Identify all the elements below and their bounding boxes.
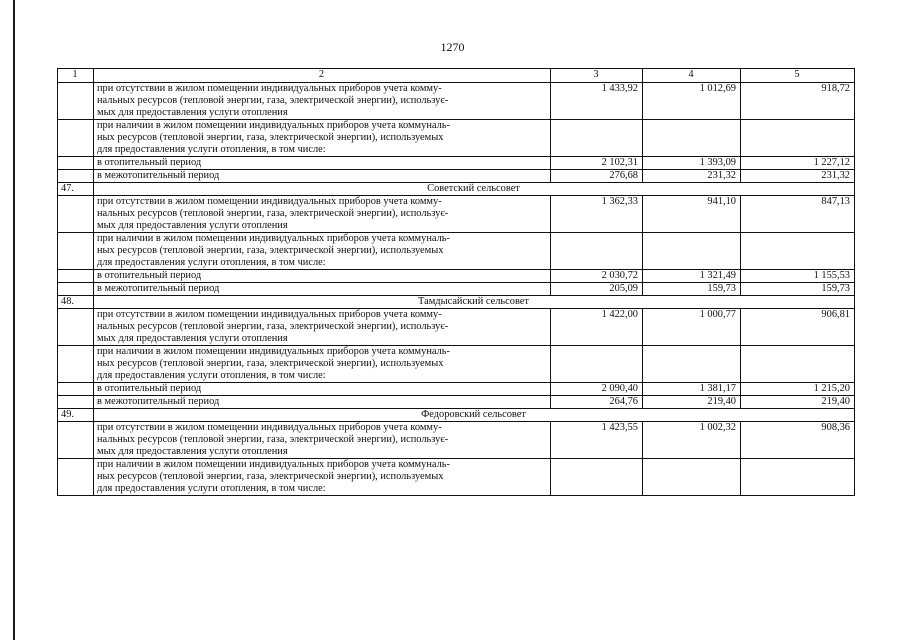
description-line: нальных ресурсов (тепловой энергии, газа, электрической энергии), использує- <box>97 434 449 445</box>
table-row <box>58 396 855 409</box>
value-col-5: 159,73 <box>741 283 855 296</box>
description-line: ных ресурсов (тепловой энергии, газа, электрической энергии), используемых <box>97 471 444 482</box>
value-col-5: 918,72 <box>741 83 855 120</box>
value-col-3 <box>551 120 643 157</box>
description-line: при отсутствии в жилом помещении индивидуальных приборов учета комму- <box>97 83 442 94</box>
page-edge-line <box>13 0 15 640</box>
header-col-3: 3 <box>551 69 643 83</box>
value-col-5: 1 155,53 <box>741 270 855 283</box>
section-row <box>58 183 855 196</box>
row-description <box>94 346 551 383</box>
table-row <box>58 196 855 233</box>
value-col-4: 219,40 <box>643 396 741 409</box>
description-line: при отсутствии в жилом помещении индивидуальных приборов учета комму- <box>97 196 442 207</box>
value-col-5 <box>741 233 855 270</box>
value-col-5 <box>741 346 855 383</box>
table-row <box>58 83 855 120</box>
row-number-cell <box>58 346 94 383</box>
header-col-5: 5 <box>741 69 855 83</box>
value-col-3: 1 433,92 <box>551 83 643 120</box>
description-line: мых для предоставления услуги отопления <box>97 220 288 231</box>
value-col-5: 231,32 <box>741 170 855 183</box>
table-row <box>58 120 855 157</box>
value-col-5: 906,81 <box>741 309 855 346</box>
row-description <box>94 170 551 183</box>
row-description <box>94 459 551 496</box>
description-line: в межотопительный период <box>97 396 220 407</box>
description-line: в межотопительный период <box>97 170 220 181</box>
value-col-5: 847,13 <box>741 196 855 233</box>
row-number-cell <box>58 422 94 459</box>
value-col-3 <box>551 459 643 496</box>
table-row <box>58 383 855 396</box>
row-description <box>94 309 551 346</box>
value-col-5: 1 215,20 <box>741 383 855 396</box>
row-description <box>94 157 551 170</box>
value-col-3: 1 422,00 <box>551 309 643 346</box>
description-line: в отопительный период <box>97 157 202 168</box>
value-col-4: 1 393,09 <box>643 157 741 170</box>
value-col-5: 1 227,12 <box>741 157 855 170</box>
row-number-cell <box>58 157 94 170</box>
row-number-cell <box>58 233 94 270</box>
value-col-3: 2 102,31 <box>551 157 643 170</box>
value-col-4 <box>643 120 741 157</box>
value-col-4: 941,10 <box>643 196 741 233</box>
value-col-4: 1 000,77 <box>643 309 741 346</box>
table-row <box>58 283 855 296</box>
row-number-cell <box>58 396 94 409</box>
section-number: 47. <box>58 183 94 196</box>
row-number-cell <box>58 383 94 396</box>
section-title: Советский сельсовет <box>94 183 855 196</box>
value-col-3: 2 030,72 <box>551 270 643 283</box>
description-line: для предоставления услуги отопления, в том числе: <box>97 144 326 155</box>
tariff-table <box>57 68 855 496</box>
description-line: нальных ресурсов (тепловой энергии, газа, электрической энергии), использує- <box>97 95 449 106</box>
description-line: в отопительный период <box>97 383 202 394</box>
description-line: для предоставления услуги отопления, в том числе: <box>97 370 326 381</box>
section-row <box>58 296 855 309</box>
value-col-4: 159,73 <box>643 283 741 296</box>
table-row <box>58 170 855 183</box>
row-number-cell <box>58 170 94 183</box>
row-description <box>94 396 551 409</box>
description-line: при наличии в жилом помещении индивидуальных приборов учета коммуналь- <box>97 459 450 470</box>
section-number: 48. <box>58 296 94 309</box>
table-row <box>58 309 855 346</box>
row-number-cell <box>58 120 94 157</box>
row-number-cell <box>58 309 94 346</box>
value-col-4: 1 012,69 <box>643 83 741 120</box>
table-row <box>58 270 855 283</box>
page-number: 1270 <box>440 40 465 54</box>
value-col-4: 1 321,49 <box>643 270 741 283</box>
value-col-5 <box>741 459 855 496</box>
table-row <box>58 422 855 459</box>
value-col-3: 2 090,40 <box>551 383 643 396</box>
description-line: при отсутствии в жилом помещении индивидуальных приборов учета комму- <box>97 309 442 320</box>
row-description <box>94 83 551 120</box>
section-title: Федоровский сельсовет <box>94 409 855 422</box>
description-line: мых для предоставления услуги отопления <box>97 446 288 457</box>
description-line: ных ресурсов (тепловой энергии, газа, электрической энергии), используемых <box>97 132 444 143</box>
row-description <box>94 383 551 396</box>
header-col-4: 4 <box>643 69 741 83</box>
header-col-2: 2 <box>94 69 551 83</box>
description-line: нальных ресурсов (тепловой энергии, газа, электрической энергии), использує- <box>97 208 449 219</box>
value-col-5: 908,36 <box>741 422 855 459</box>
row-description <box>94 233 551 270</box>
description-line: в отопительный период <box>97 270 202 281</box>
value-col-3 <box>551 346 643 383</box>
value-col-4 <box>643 346 741 383</box>
value-col-4: 1 381,17 <box>643 383 741 396</box>
description-line: ных ресурсов (тепловой энергии, газа, электрической энергии), используемых <box>97 358 444 369</box>
value-col-3 <box>551 233 643 270</box>
row-number-cell <box>58 270 94 283</box>
row-number-cell <box>58 459 94 496</box>
table-header-row <box>58 69 855 83</box>
description-line: мых для предоставления услуги отопления <box>97 107 288 118</box>
row-number-cell <box>58 196 94 233</box>
header-col-1: 1 <box>58 69 94 83</box>
description-line: при наличии в жилом помещении индивидуальных приборов учета коммуналь- <box>97 346 450 357</box>
description-line: для предоставления услуги отопления, в том числе: <box>97 483 326 494</box>
description-line: ных ресурсов (тепловой энергии, газа, электрической энергии), используемых <box>97 245 444 256</box>
description-line: при наличии в жилом помещении индивидуальных приборов учета коммуналь- <box>97 233 450 244</box>
value-col-3: 276,68 <box>551 170 643 183</box>
description-line: мых для предоставления услуги отопления <box>97 333 288 344</box>
value-col-4: 1 002,32 <box>643 422 741 459</box>
value-col-3: 1 423,55 <box>551 422 643 459</box>
value-col-3: 1 362,33 <box>551 196 643 233</box>
table-row <box>58 157 855 170</box>
row-number-cell <box>58 83 94 120</box>
row-number-cell <box>58 283 94 296</box>
row-description <box>94 120 551 157</box>
value-col-3: 264,76 <box>551 396 643 409</box>
value-col-5 <box>741 120 855 157</box>
section-row <box>58 409 855 422</box>
table-row <box>58 233 855 270</box>
description-line: при наличии в жилом помещении индивидуальных приборов учета коммуналь- <box>97 120 450 131</box>
description-line: для предоставления услуги отопления, в том числе: <box>97 257 326 268</box>
row-description <box>94 422 551 459</box>
value-col-5: 219,40 <box>741 396 855 409</box>
value-col-4 <box>643 233 741 270</box>
row-description <box>94 283 551 296</box>
value-col-3: 205,09 <box>551 283 643 296</box>
row-description <box>94 270 551 283</box>
table-body <box>58 83 855 496</box>
value-col-4: 231,32 <box>643 170 741 183</box>
description-line: при отсутствии в жилом помещении индивидуальных приборов учета комму- <box>97 422 442 433</box>
description-line: нальных ресурсов (тепловой энергии, газа, электрической энергии), использує- <box>97 321 449 332</box>
description-line: в межотопительный период <box>97 283 220 294</box>
section-number: 49. <box>58 409 94 422</box>
row-description <box>94 196 551 233</box>
table-row <box>58 346 855 383</box>
value-col-4 <box>643 459 741 496</box>
table-row <box>58 459 855 496</box>
section-title: Тамдысайский сельсовет <box>94 296 855 309</box>
